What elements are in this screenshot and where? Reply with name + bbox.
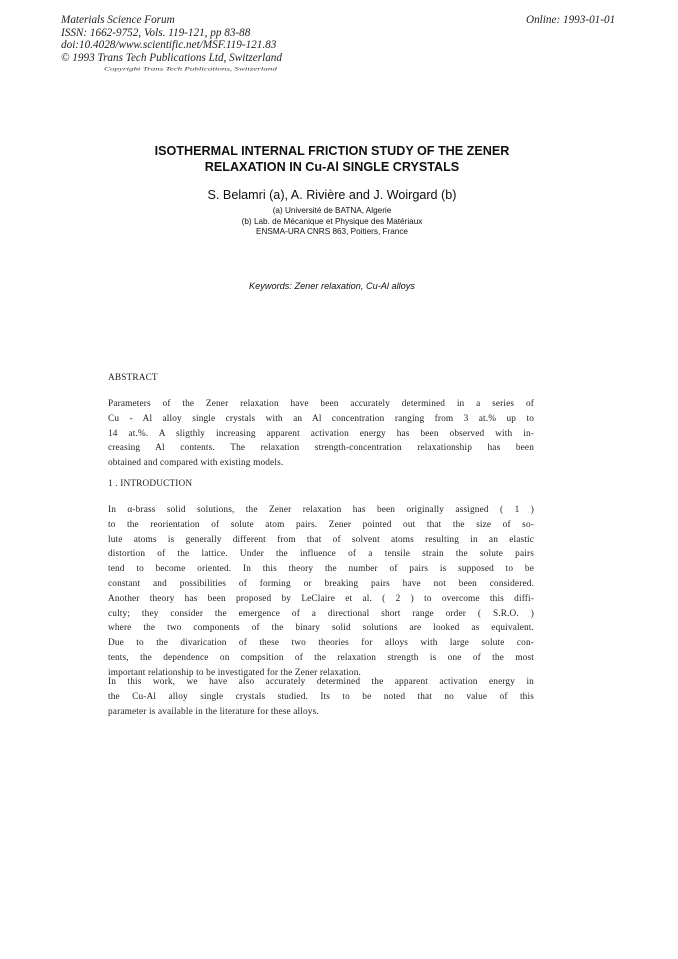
affiliations — [100, 206, 564, 238]
journal-name: Materials Science Forum — [61, 14, 175, 26]
affiliation-b-address: ENSMA-URA CNRS 863, Poitiers, France — [256, 227, 408, 237]
text-line: culty; they consider the emergence of a directional short range order ( S.R.O. ) — [108, 608, 534, 619]
abstract-text — [108, 397, 534, 471]
introduction-heading: 1 . INTRODUCTION — [108, 479, 193, 489]
keywords: Keywords: Zener relaxation, Cu-Al alloys — [249, 281, 415, 291]
text-line: tend to become oriented. In this theory the number of pairs is supposed to be — [108, 564, 534, 575]
text-line: creasing Al contents. The relaxation strength-concentration relaxationship has been — [108, 443, 534, 454]
text-line: tents, the dependence on compsition of the relaxation strength is one of the most — [108, 652, 534, 663]
text-line: Parameters of the Zener relaxation have been accurately determined in a series of — [108, 399, 534, 409]
doi-line: doi:10.4028/www.scientific.net/MSF.119-121.83 — [61, 39, 277, 52]
text-line: In this work, we have also accurately determined the apparent activation energy in — [108, 677, 534, 687]
text-line: the Cu-Al alloy single crystals studied. Its to be noted that no value of this — [108, 691, 534, 702]
text-line: lute atoms is generally different from that of solvent atoms resulting in an elastic — [108, 534, 534, 545]
introduction-paragraph-2 — [108, 675, 534, 719]
text-line: distortion of the lattice. Under the influence of a tensile strain the solute pairs — [108, 549, 534, 560]
text-line: 14 at.%. A sligthly increasing apparent activation energy has been observed with in- — [108, 428, 534, 439]
publication-meta — [61, 14, 282, 64]
publisher-line: © 1993 Trans Tech Publications Ltd, Switzerland — [61, 51, 282, 64]
title-line: ISOTHERMAL INTERNAL FRICTION STUDY OF THE ZENER — [154, 144, 510, 158]
text-line: where the two components of the binary solid solutions are looked as equivalent. — [108, 623, 534, 634]
affiliation-a: (a) Université de BATNA, Algerie — [272, 206, 392, 215]
title-line: RELAXATION IN Cu-Al SINGLE CRYSTALS — [204, 159, 460, 174]
authors: S. Belamri (a), A. Rivière and J. Woirgard (b) — [207, 188, 457, 202]
text-line: constant and possibilities of forming or breaking pairs have not been considered. — [108, 578, 534, 589]
text-line: obtained and compared with existing models. — [108, 458, 284, 469]
text-line: Due to the divarication of these two theories for alloys with large solute con- — [108, 638, 534, 649]
text-line: to the reorientation of solute atom pairs. Zener pointed out that the size of so- — [108, 519, 534, 530]
paper-title — [100, 144, 564, 175]
text-line: Another theory has been proposed by LeClaire et al. ( 2 ) to overcome this diffi- — [108, 593, 534, 604]
abstract-heading: ABSTRACT — [108, 373, 158, 383]
text-line: parameter is available in the literature for these alloys. — [108, 706, 319, 717]
copyright-notice: Copyright Trans Tech Publications, Switzerland — [104, 66, 277, 72]
affiliation-b: (b) Lab. de Mécanique et Physique des Matériaux — [241, 216, 423, 226]
introduction-paragraph-1 — [108, 503, 534, 681]
text-line: important relationship to be investigated for the Zener relaxation. — [108, 667, 361, 678]
issn-line: ISSN: 1662-9752, Vols. 119-121, pp 83-88 — [61, 26, 251, 39]
text-line: Cu - Al alloy single crystals with an Al concentration ranging from 3 at.% up to — [108, 413, 534, 424]
online-date: Online: 1993-01-01 — [526, 14, 616, 26]
text-line: In α-brass solid solutions, the Zener relaxation has been originally assigned ( 1 ) — [108, 505, 534, 515]
